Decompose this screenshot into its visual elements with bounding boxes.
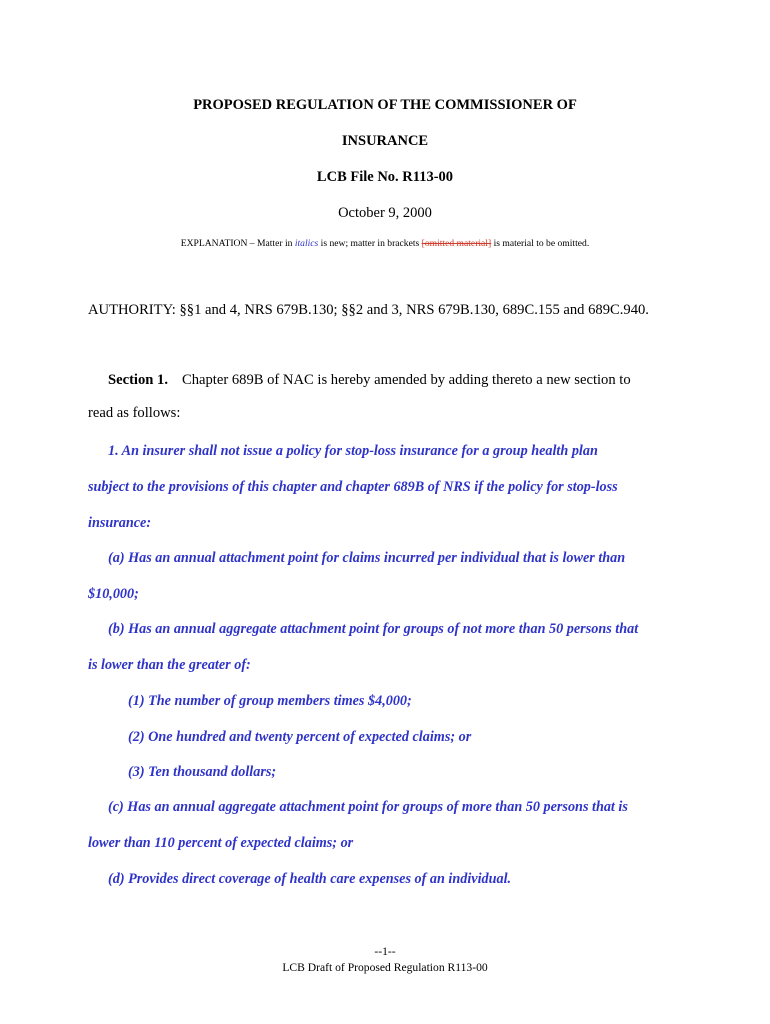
section-1-line-1 bbox=[108, 372, 708, 389]
new-item-b-2: (2) One hundred and twenty percent of expected claims; or bbox=[128, 729, 472, 745]
new-paragraph-1-line-1: 1. An insurer shall not issue a policy for stop-loss insurance for a group health plan bbox=[108, 443, 598, 459]
new-item-a-line-1: (a) Has an annual attachment point for claims incurred per individual that is lower than bbox=[108, 550, 626, 566]
new-item-b-3: (3) Ten thousand dollars; bbox=[128, 764, 277, 780]
new-item-a-line-2: $10,000; bbox=[88, 586, 139, 602]
new-item-b-line-2: is lower than the greater of: bbox=[88, 657, 251, 673]
new-item-c-line-1: (c) Has an annual aggregate attachment point for groups of more than 50 persons that is bbox=[108, 799, 628, 815]
authority-line: AUTHORITY: §§1 and 4, NRS 679B.130; §§2 and 3, NRS 679B.130, 689C.155 and 689C.940. bbox=[88, 302, 649, 318]
new-item-b-line-1: (b) Has an annual aggregate attachment point for groups of not more than 50 persons that bbox=[108, 621, 639, 637]
new-paragraph-1-line-3: insurance: bbox=[88, 515, 152, 531]
new-item-b-1: (1) The number of group members times $4,000; bbox=[128, 693, 412, 709]
new-paragraph-1-line-2: subject to the provisions of this chapter and chapter 689B of NRS if the policy for stop-loss bbox=[88, 479, 618, 495]
document-date: October 9, 2000 bbox=[338, 205, 432, 221]
new-item-c-line-2: lower than 110 percent of expected claims; or bbox=[88, 835, 354, 851]
title-line-2: INSURANCE bbox=[341, 133, 429, 149]
section-1-label: Section 1. bbox=[108, 372, 168, 388]
section-1-intro: Chapter 689B of NAC is hereby amended by adding thereto a new section to bbox=[182, 372, 631, 388]
title-line-1: PROPOSED REGULATION OF THE COMMISSIONER OF bbox=[193, 97, 577, 113]
page-number: --1-- bbox=[374, 945, 396, 958]
file-number: LCB File No. R113-00 bbox=[316, 169, 454, 185]
explanation-note bbox=[0, 238, 770, 249]
section-1-line-2: read as follows: bbox=[88, 405, 181, 421]
footer-draft-label: LCB Draft of Proposed Regulation R113-00 bbox=[282, 961, 488, 974]
explanation-middle: is new; matter in brackets bbox=[318, 238, 422, 249]
explanation-omitted-word: [omitted material] bbox=[421, 238, 492, 249]
explanation-suffix: is material to be omitted. bbox=[491, 238, 590, 249]
explanation-new-word: italics bbox=[294, 238, 319, 249]
new-item-d-line-1: (d) Provides direct coverage of health care expenses of an individual. bbox=[108, 871, 512, 887]
explanation-prefix: EXPLANATION – Matter in bbox=[180, 238, 295, 249]
